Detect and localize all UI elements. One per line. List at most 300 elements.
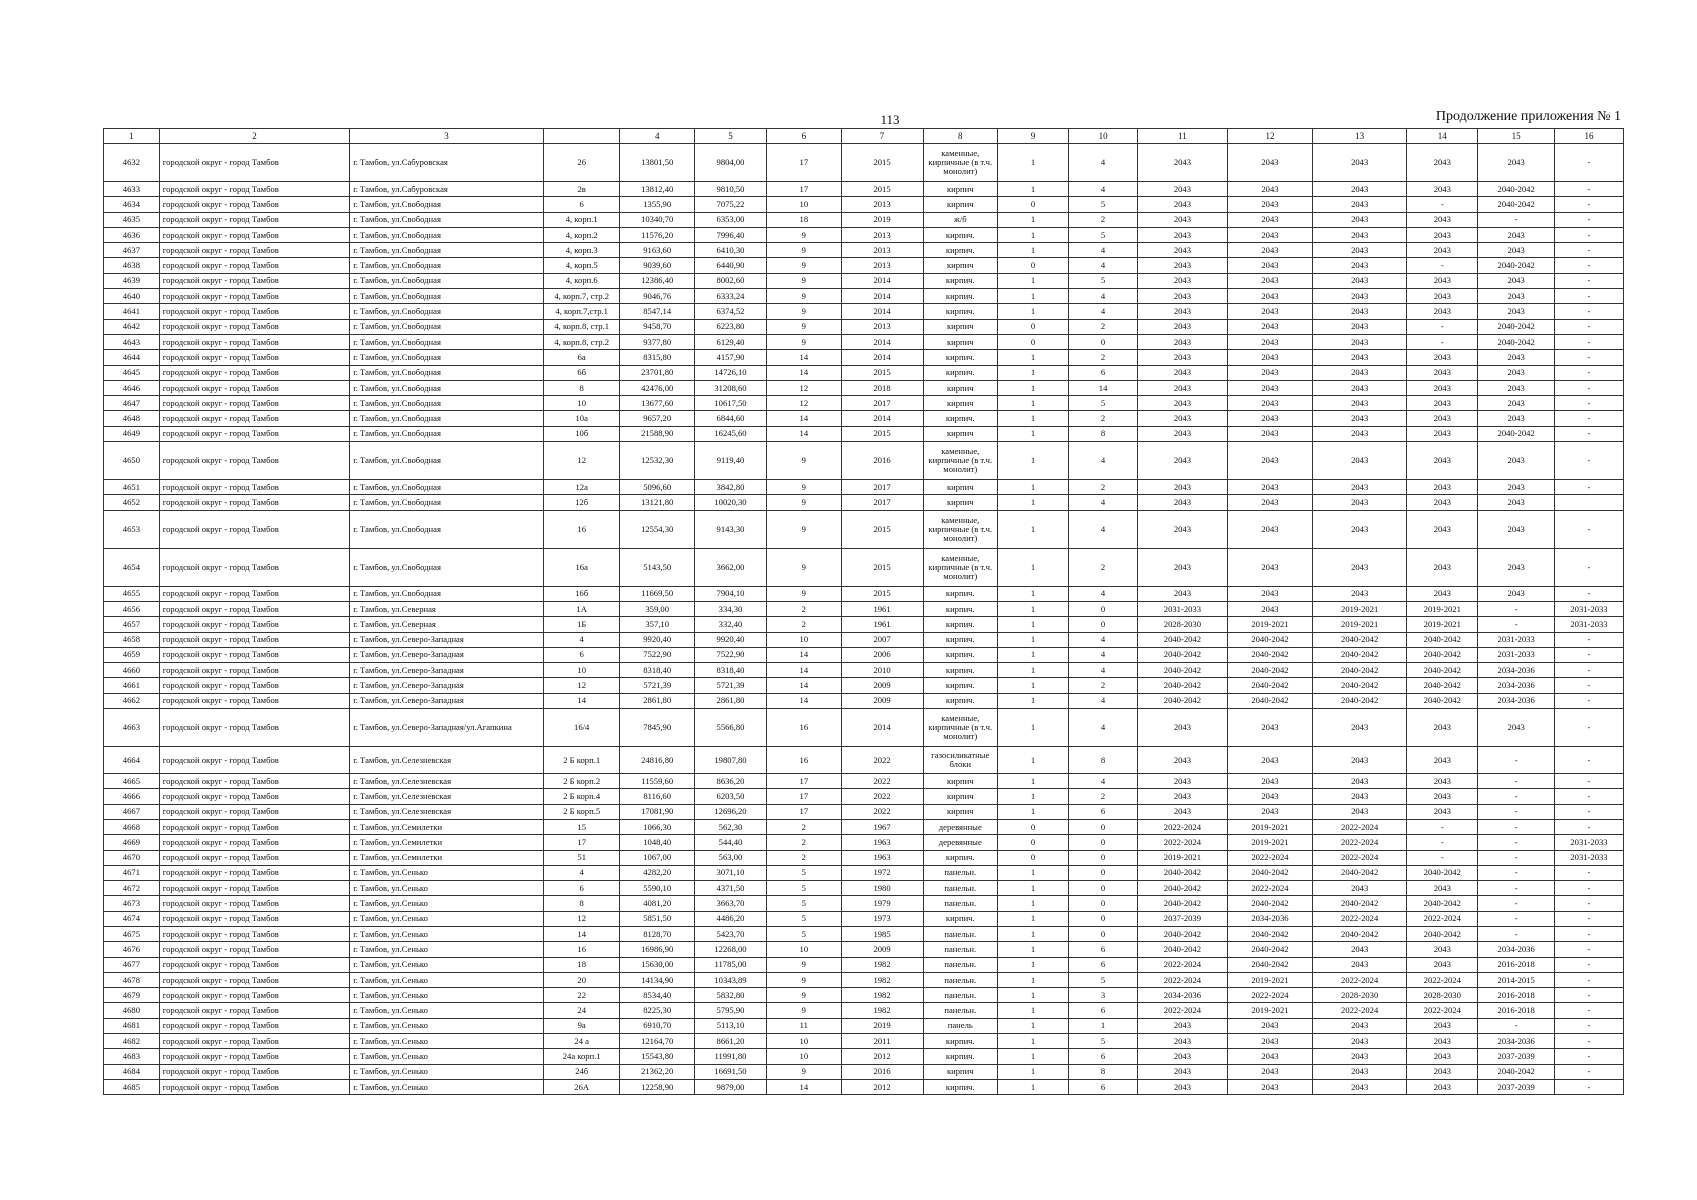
table-cell: городской округ - город Тамбов [159,510,349,548]
table-row [104,144,1624,182]
table-cell: кирпич. [923,663,997,678]
table-cell: 1 [997,617,1068,632]
table-cell: 2015 [841,586,923,601]
table-cell: 2043 [1227,197,1312,212]
table-cell: 2861,80 [694,693,766,708]
table-cell: 2040-2042 [1313,663,1407,678]
table-cell: 2019-2021 [1227,819,1312,834]
table-cell: 4668 [104,819,160,834]
table-cell: 2043 [1313,881,1407,896]
table-cell: 2043 [1407,942,1478,957]
table-cell: 12 [543,442,620,480]
table-cell: 21588,90 [620,426,694,441]
table-cell: 0 [1069,926,1138,941]
table-cell: 1 [997,495,1068,510]
table-cell: 2040-2042 [1227,896,1312,911]
table-cell: 2040-2042 [1138,678,1228,693]
table-cell: 22 [543,988,620,1003]
table-cell: каменные, кирпичные (в т.ч. монолит) [923,510,997,548]
table-cell: 2043 [1478,586,1555,601]
table-cell: 2043 [1138,548,1228,586]
table-cell: 2043 [1407,289,1478,304]
table-cell: 10а [543,411,620,426]
table-cell: - [1554,1064,1623,1079]
table-cell: - [1554,911,1623,926]
table-cell: 9163,60 [620,243,694,258]
table-cell: 7845,90 [620,709,694,747]
table-cell: 2043 [1227,1034,1312,1049]
table-cell: 2043 [1138,365,1228,380]
table-row [104,617,1624,632]
table-cell: 0 [997,850,1068,865]
table-cell: 9 [767,442,841,480]
table-cell: 2043 [1407,396,1478,411]
table-cell: - [1554,926,1623,941]
table-cell: 2043 [1138,789,1228,804]
table-cell: 2043 [1313,789,1407,804]
table-body [104,144,1624,1095]
table-cell: - [1554,426,1623,441]
column-header: 15 [1478,129,1555,144]
table-cell: городской округ - город Тамбов [159,380,349,395]
table-cell: 5 [767,926,841,941]
table-cell: - [1554,334,1623,349]
table-cell: 2040-2042 [1313,678,1407,693]
table-cell: 2 Б корп.1 [543,747,620,774]
table-cell: 8225,30 [620,1003,694,1018]
table-cell: - [1478,601,1555,616]
table-cell: 2019-2021 [1313,601,1407,616]
table-cell: 2014 [841,273,923,288]
table-cell: - [1554,988,1623,1003]
table-cell: городской округ - город Тамбов [159,942,349,957]
table-cell: 1 [997,411,1068,426]
table-cell: 0 [997,197,1068,212]
table-cell: городской округ - город Тамбов [159,957,349,972]
table-cell: 2043 [1138,426,1228,441]
table-cell: каменные, кирпичные (в т.ч. монолит) [923,442,997,480]
table-cell: кирпич. [923,289,997,304]
table-cell: 2040-2042 [1478,334,1555,349]
table-cell: 14 [767,411,841,426]
table-cell: 2019-2021 [1138,850,1228,865]
table-cell: 2043 [1313,495,1407,510]
table-cell: 2015 [841,144,923,182]
table-cell: 12258,90 [620,1079,694,1094]
table-cell: 6374,52 [694,304,766,319]
table-cell: 6353,00 [694,212,766,227]
table-cell: 2031-2033 [1554,850,1623,865]
table-cell: городской округ - город Тамбов [159,693,349,708]
table-cell: 4652 [104,495,160,510]
table-cell: 1982 [841,957,923,972]
table-cell: 6 [543,647,620,662]
table-cell: 2043 [1313,243,1407,258]
table-cell: 14 [1069,380,1138,395]
table-row [104,911,1624,926]
table-cell: - [1554,442,1623,480]
table-cell: - [1554,1049,1623,1064]
table-cell: 9 [767,548,841,586]
table-cell: городской округ - город Тамбов [159,1049,349,1064]
table-cell: городской округ - город Тамбов [159,426,349,441]
table-cell: - [1407,334,1478,349]
table-cell: городской округ - город Тамбов [159,442,349,480]
table-cell: 14134,90 [620,972,694,987]
table-cell: 10 [767,942,841,957]
table-cell: - [1554,144,1623,182]
table-cell: г. Тамбов, ул.Селезневская [350,774,544,789]
table-cell: - [1554,774,1623,789]
table-cell: 2043 [1407,212,1478,227]
table-cell: 4 [1069,663,1138,678]
table-cell: 4 [543,632,620,647]
table-cell: 1355,90 [620,197,694,212]
table-cell: 4647 [104,396,160,411]
table-cell: 4638 [104,258,160,273]
table-cell: г. Тамбов, ул.Северная [350,601,544,616]
table-cell: 14 [767,365,841,380]
table-cell: 0 [997,334,1068,349]
table-cell: 1 [997,1003,1068,1018]
table-cell: 4661 [104,678,160,693]
table-cell: 4678 [104,972,160,987]
table-cell: 2016-2018 [1478,1003,1555,1018]
table-cell: г. Тамбов, ул.Свободная [350,304,544,319]
table-cell: 2019-2021 [1313,617,1407,632]
table-row [104,678,1624,693]
table-cell: 2043 [1313,227,1407,242]
table-cell: 1 [997,426,1068,441]
table-cell: кирпич [923,774,997,789]
table-cell: 4282,20 [620,865,694,880]
table-cell: 2043 [1407,411,1478,426]
table-cell: 2022-2024 [1313,819,1407,834]
table-cell: 2014 [841,289,923,304]
table-cell: 2009 [841,693,923,708]
table-cell: 1 [997,350,1068,365]
table-cell: 2022-2024 [1313,972,1407,987]
table-cell: - [1554,227,1623,242]
table-row [104,988,1624,1003]
table-cell: 2014 [841,334,923,349]
table-cell: г. Тамбов, ул.Северо-Западная [350,678,544,693]
table-cell: 359,00 [620,601,694,616]
table-cell: 6 [1069,365,1138,380]
table-cell: ж/б [923,212,997,227]
table-cell: 2043 [1313,144,1407,182]
table-row [104,495,1624,510]
table-cell: г. Тамбов, ул.Сенько [350,896,544,911]
table-row [104,510,1624,548]
table-cell: 0 [1069,881,1138,896]
table-cell: 16245,60 [694,426,766,441]
table-cell: каменные, кирпичные (в т.ч. монолит) [923,709,997,747]
table-cell: 2040-2042 [1227,957,1312,972]
table-cell: городской округ - город Тамбов [159,334,349,349]
table-cell: 2861,80 [620,693,694,708]
table-cell: 5 [1069,197,1138,212]
table-cell: 2022-2024 [1227,850,1312,865]
table-cell: 2040-2042 [1227,678,1312,693]
table-cell: каменные, кирпичные (в т.ч. монолит) [923,548,997,586]
table-cell: 2043 [1313,273,1407,288]
table-cell: г. Тамбов, ул.Свободная [350,212,544,227]
table-cell: 8 [1069,747,1138,774]
table-cell: г. Тамбов, ул.Сенько [350,911,544,926]
table-cell: 0 [1069,819,1138,834]
table-row [104,789,1624,804]
table-cell: 4633 [104,182,160,197]
table-cell: 2011 [841,1034,923,1049]
table-cell: - [1554,1079,1623,1094]
table-cell: 17 [767,804,841,819]
table-cell: 2 [767,850,841,865]
table-cell: 2040-2042 [1313,896,1407,911]
table-cell: 2043 [1138,334,1228,349]
table-cell: 6б [543,365,620,380]
table-row [104,601,1624,616]
table-cell: 9 [767,480,841,495]
table-cell: 13121,80 [620,495,694,510]
table-cell: 1 [997,548,1068,586]
table-cell: 24816,80 [620,747,694,774]
table-cell: 11991,80 [694,1049,766,1064]
table-cell: 1048,40 [620,835,694,850]
table-cell: 14 [543,926,620,941]
table-cell: 1 [997,1079,1068,1094]
table-cell: г. Тамбов, ул.Сенько [350,1064,544,1079]
table-cell: 332,40 [694,617,766,632]
table-cell: 2043 [1138,243,1228,258]
column-header: 10 [1069,129,1138,144]
table-cell: кирпич. [923,227,997,242]
table-cell: 9119,40 [694,442,766,480]
table-cell: 1 [997,227,1068,242]
table-cell: 8128,70 [620,926,694,941]
table-cell: 14 [767,678,841,693]
table-cell: 2014 [841,709,923,747]
table-cell: 2043 [1313,365,1407,380]
table-cell: г. Тамбов, ул.Свободная [350,365,544,380]
table-cell: г. Тамбов, ул.Свободная [350,480,544,495]
table-cell: 14 [767,647,841,662]
table-cell: 2043 [1227,1049,1312,1064]
table-cell: 2043 [1313,182,1407,197]
table-cell: панель [923,1018,997,1033]
table-cell: 42476,00 [620,380,694,395]
table-cell: 4 [1069,647,1138,662]
table-cell: деревянные [923,819,997,834]
table-cell: 2043 [1313,411,1407,426]
table-cell: 18 [543,957,620,972]
table-cell: 4 [1069,774,1138,789]
table-cell: 2022 [841,804,923,819]
table-row [104,663,1624,678]
table-cell: 4642 [104,319,160,334]
table-cell: г. Тамбов, ул.Свободная [350,396,544,411]
column-header: 7 [841,129,923,144]
table-cell: г. Тамбов, ул.Свободная [350,411,544,426]
table-cell: городской округ - город Тамбов [159,350,349,365]
table-cell: 4 [1069,495,1138,510]
table-cell: 4081,20 [620,896,694,911]
table-cell: 16 [767,709,841,747]
table-cell: 2043 [1313,510,1407,548]
table-cell: 563,00 [694,850,766,865]
table-cell: 2043 [1407,957,1478,972]
table-cell: 17 [767,144,841,182]
table-cell: 4, корп.7, стр.2 [543,289,620,304]
table-cell: 2043 [1313,586,1407,601]
table-row [104,289,1624,304]
table-cell: 1 [997,911,1068,926]
table-cell: 2043 [1407,747,1478,774]
table-cell: 14 [543,693,620,708]
table-cell: 2 [767,835,841,850]
table-cell: 2043 [1138,396,1228,411]
table-cell: 6910,70 [620,1018,694,1033]
table-cell: 2043 [1227,1018,1312,1033]
table-cell: 2043 [1313,197,1407,212]
column-header: 4 [620,129,694,144]
table-cell: газосиликатные блоки [923,747,997,774]
table-cell: 3 [1069,988,1138,1003]
table-cell: 10 [543,663,620,678]
table-cell: 2043 [1227,380,1312,395]
table-cell: 1 [997,774,1068,789]
table-cell: 12 [543,911,620,926]
table-cell: городской округ - город Тамбов [159,709,349,747]
table-row [104,835,1624,850]
table-cell: 4, корп.1 [543,212,620,227]
table-cell: 2043 [1478,304,1555,319]
table-cell: 8 [1069,426,1138,441]
table-cell: 2043 [1227,774,1312,789]
table-cell: городской округ - город Тамбов [159,881,349,896]
table-cell: 4 [1069,289,1138,304]
table-cell: 8 [543,380,620,395]
table-cell: 2009 [841,942,923,957]
table-cell: г. Тамбов, ул.Сенько [350,1003,544,1018]
table-cell: городской округ - город Тамбов [159,182,349,197]
table-row [104,1064,1624,1079]
table-cell: - [1554,289,1623,304]
table-cell: 4 [1069,709,1138,747]
table-cell: 7075,22 [694,197,766,212]
table-cell: 2022 [841,774,923,789]
table-cell: 6844,60 [694,411,766,426]
table-cell: 2043 [1313,258,1407,273]
table-cell: 10617,50 [694,396,766,411]
table-cell: 2043 [1407,789,1478,804]
table-row [104,774,1624,789]
table-cell: 7522,90 [620,647,694,662]
table-cell: 2043 [1313,319,1407,334]
table-cell: 5795,90 [694,1003,766,1018]
table-cell: 0 [1069,850,1138,865]
table-cell: г. Тамбов, ул.Сенько [350,972,544,987]
table-cell: 2043 [1227,227,1312,242]
table-cell: г. Тамбов, ул.Свободная [350,510,544,548]
table-cell: 2040-2042 [1478,1064,1555,1079]
table-cell: - [1554,804,1623,819]
table-cell: 2040-2042 [1313,693,1407,708]
table-cell: 10343,89 [694,972,766,987]
table-cell: 1 [997,709,1068,747]
table-cell: городской округ - город Тамбов [159,804,349,819]
table-row [104,243,1624,258]
table-cell: 13801,50 [620,144,694,182]
table-cell: 2017 [841,480,923,495]
table-cell: г. Тамбов, ул.Сабуровская [350,144,544,182]
table-cell: городской округ - город Тамбов [159,747,349,774]
table-cell: 2040-2042 [1478,182,1555,197]
table-cell: - [1554,182,1623,197]
table-cell: 19807,80 [694,747,766,774]
table-cell: 17 [767,182,841,197]
table-cell: 1 [997,747,1068,774]
table-cell: 1982 [841,988,923,1003]
table-cell: 1 [997,663,1068,678]
table-cell: 9 [767,258,841,273]
table-cell: 2022-2024 [1407,1003,1478,1018]
table-cell: 2037-2039 [1478,1079,1555,1094]
housing-register-table [103,128,1624,1095]
table-cell: 2040-2042 [1227,663,1312,678]
table-cell: 2043 [1313,334,1407,349]
table-cell: 16 [767,747,841,774]
table-cell: 2022 [841,789,923,804]
table-cell: 1963 [841,850,923,865]
table-cell: кирпич. [923,911,997,926]
table-cell: городской округ - город Тамбов [159,988,349,1003]
table-cell: 2017 [841,495,923,510]
table-cell: городской округ - город Тамбов [159,396,349,411]
table-cell: 2040-2042 [1407,693,1478,708]
table-cell: 1 [997,586,1068,601]
table-cell: кирпич [923,804,997,819]
table-cell: 2022-2024 [1313,911,1407,926]
table-cell: 2043 [1313,380,1407,395]
table-cell: 6410,30 [694,243,766,258]
table-cell: 8 [1069,1064,1138,1079]
table-cell: - [1554,212,1623,227]
table-cell: 2043 [1138,1079,1228,1094]
table-cell: 8534,40 [620,988,694,1003]
table-cell: - [1478,747,1555,774]
table-cell: 4655 [104,586,160,601]
table-cell: 2015 [841,426,923,441]
table-cell: 9 [767,227,841,242]
table-cell: кирпич. [923,601,997,616]
table-cell: 4, корп.6 [543,273,620,288]
table-cell: 2040-2042 [1478,258,1555,273]
table-cell: 2006 [841,647,923,662]
table-cell: 2043 [1407,227,1478,242]
table-cell: 26 [543,144,620,182]
table-cell: 51 [543,850,620,865]
table-cell: кирпич [923,334,997,349]
table-cell: 2013 [841,227,923,242]
column-header: 2 [159,129,349,144]
table-row [104,365,1624,380]
table-row [104,182,1624,197]
table-cell: г. Тамбов, ул.Селезневская [350,789,544,804]
table-cell: г. Тамбов, ул.Сенько [350,926,544,941]
table-cell: - [1554,896,1623,911]
table-cell: - [1554,380,1623,395]
